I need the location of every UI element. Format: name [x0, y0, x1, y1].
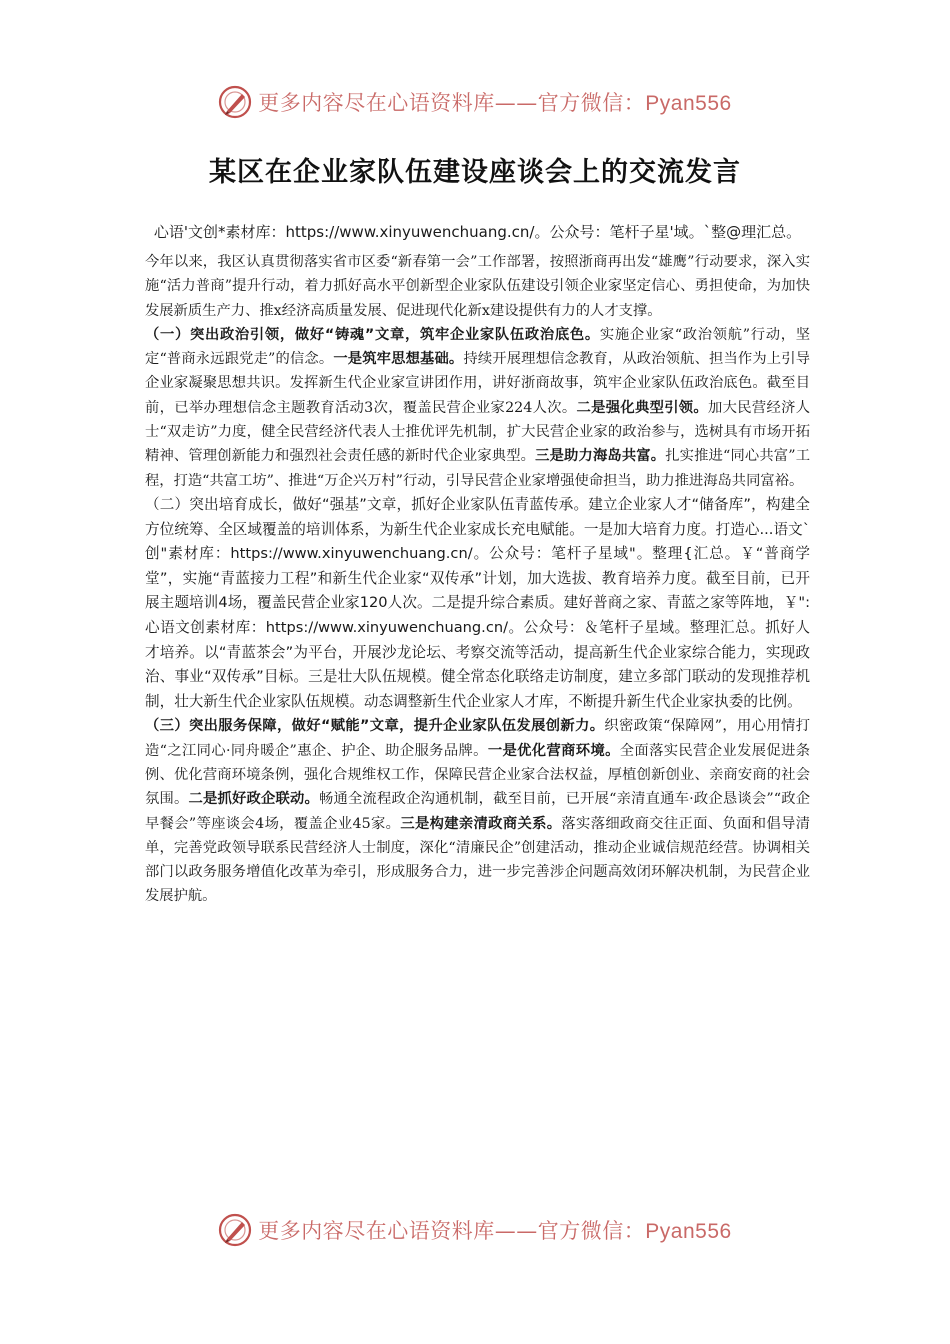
watermark-text: 更多内容尽在心语资料库——官方微信：Pyan556 — [258, 1219, 732, 1243]
section-1-heading: （一）突出政治引领，做好“铸魂”文章，筑牢企业家队伍政治底色。 — [145, 326, 600, 343]
watermark-banner-bottom — [0, 1210, 950, 1250]
section-1: （一）突出政治引领，做好“铸魂”文章，筑牢企业家队伍政治底色。实施企业家“政治领航”行动，坚定“普商永远跟党走”的信念。一是筑牢思想基础。持续开展理想信念教育，从政治领航、担当作为上引导企业家凝聚思想共识。发挥新生代企业家宣讲团作用，讲好浙商故事，筑牢企业家队伍政治底色。截至目前，已举办理想信念主题教育活动3次，覆盖民营企业家224人次。二是强化典型引领。加大民营经济人士“双走访”力度，健全民营经济代表人士推优评先机制，扩大民营企业家的政治参与，选树具有市场开拓精神、管理创新能力和强烈社会责任感的新时代企业家典型。三是助力海岛共富。扎实推进“同心共富”工程，打造“共富工坊”、推进“万企兴万村”行动，引导民营企业家增强使命担当，助力推进海岛共同富裕。 — [145, 326, 811, 489]
document-title: 某区在企业家队伍建设座谈会上的交流发言 — [209, 157, 741, 188]
section-3: （三）突出服务保障，做好“赋能”文章，提升企业家队伍发展创新力。织密政策“保障网”，用心用情打造“之江同心·同舟暖企”惠企、护企、助企服务品牌。一是优化营商环境。全面落实民营企业发展促进条例、优化营商环境条例，强化合规维权工作，保障民营企业家合法权益，厚植创新创业、亲商安商的社会氛围。二是抓好政企联动。畅通全流程政企沟通机制，截至目前，已开展“亲清直通车·政企恳谈会”“政企早餐会”等座谈会4场，覆盖企业45家。三是构建亲清政商关系。落实落细政商交往正面、负面和倡导清单，完善党政领导联系民营经济人士制度，深化“清廉民企”创建活动，推动企业诚信规范经营。协调相关部门以政务服务增值化改革为牵引，形成服务合力，进一步完善涉企问题高效闭环解决机制，为民营企业发展护航。 — [145, 718, 811, 905]
source-note: 心语'文创*素材库：https://www.xinyuwenchuang.cn/。公众号：笔杆子星'域。`整@理汇总。 — [153, 223, 802, 241]
watermark-text: 更多内容尽在心语资料库——官方微信：Pyan556 — [258, 91, 732, 115]
pen-logo-icon — [218, 1213, 252, 1247]
section-3-heading: （三）突出服务保障，做好“赋能”文章，提升企业家队伍发展创新力。 — [145, 718, 605, 735]
pen-logo-icon — [218, 85, 252, 119]
section-2: （二）突出培育成长，做好“强基”文章，抓好企业家队伍青蓝传承。建立企业家人才“储备库”，构建全方位统筹、全区域覆盖的培训体系，为新生代企业家成长充电赋能。一是加大培育力度。打造心...语文`创"素材库：https://www.xinyuwenchuang.cn/。公众号：笔杆子星域"。整理{汇总。￥“普商学堂”，实施“青蓝接力工程”和新生代企业家“双传承”计划，加大选拔、教育培养力度。截至目前，已开展主题培训4场，覆盖民营企业家120人次。二是提升综合素质。建好普商之家、青蓝之家等阵地，￥":心语文创素材库：https://www.xinyuwenchuang.cn/。公众号：＆笔杆子星域。整理汇总。抓好人才培养。以“青蓝茶会”为平台，开展沙龙论坛、考察交流等活动，提高新生代企业家综合能力，实现政治、事业“双传承”目标。三是壮大队伍规模。健全常态化联络走访制度，建立多部门联动的发现推荐机制，壮大新生代企业家队伍规模。动态调整新生代企业家人才库，不断提升新生代企业家执委的比例。 — [145, 495, 810, 710]
paragraph-intro: 今年以来，我区认真贯彻落实省市区委“新春第一会”工作部署，按照浙商再出发“雄鹰”行动要求，深入实施“活力普商”提升行动，着力抓好高水平创新型企业家队伍建设引领企业家坚定信心、勇担使命，为加快发展新质生产力、推x经济高质量发展、促进现代化新x建设提供有力的人才支撑。 — [145, 254, 810, 319]
document-body — [145, 220, 810, 909]
watermark-banner-top — [0, 82, 950, 122]
